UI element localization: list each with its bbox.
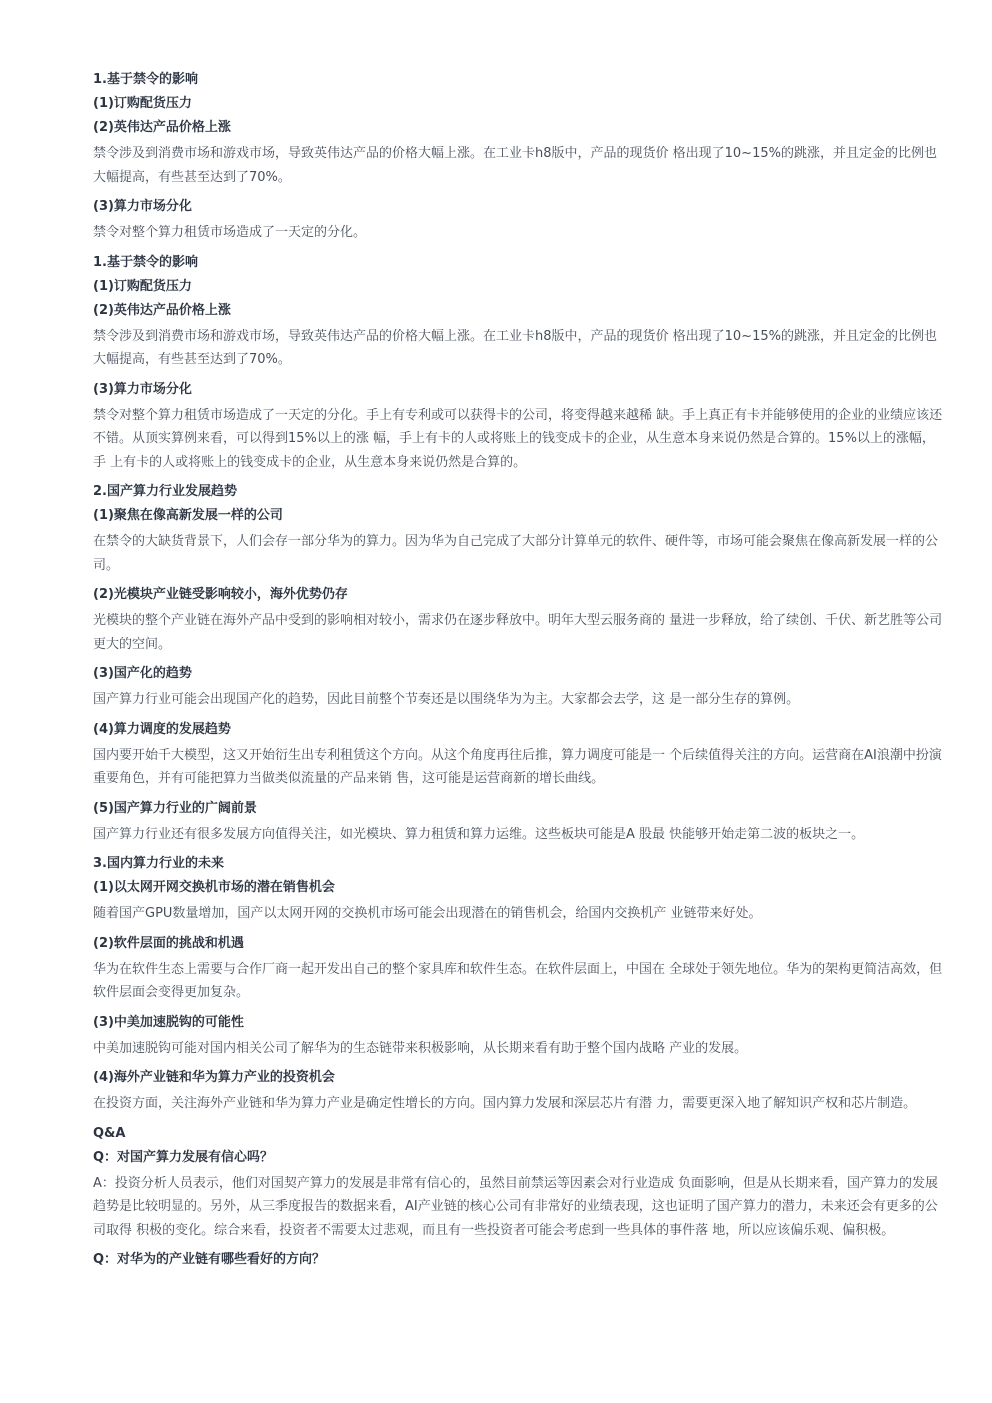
heading-sub-3: (3)算力市场分化 bbox=[93, 199, 192, 214]
paragraph: 在投资方面，关注海外产业链和华为算力产业是确定性增长的方向。国内算力发展和深层芯片有潜 力，需要更深入地了解知识产权和芯片制造。 bbox=[93, 1096, 917, 1111]
heading-sub-4: (4)海外产业链和华为算力产业的投资机会 bbox=[93, 1070, 335, 1085]
paragraph: 禁令对整个算力租赁市场造成了一天定的分化。手上有专利或可以获得卡的公司，将变得越来越稀 缺。手上真正有卡并能够使用的企业的业绩应该还不错。从顶实算例来看，可以得到15%以上的涨 幅，手上有卡的人或将账上的钱变成卡的企业，从生意本身来说仍然是合算的。15%以上的涨幅，手 上有卡的人或将账上的钱变成卡的企业，从生意本身来说仍然是合算的。 bbox=[93, 407, 943, 470]
heading-sub-4: (4)算力调度的发展趋势 bbox=[93, 721, 231, 737]
paragraph: 禁令涉及到消费市场和游戏市场，导致英伟达产品的价格大幅上涨。在工业卡h8版中，产品的现货价 格出现了10~15%的跳涨，并且定金的比例也大幅提高，有些甚至达到了70%。 bbox=[93, 328, 937, 367]
paragraph: 国产算力行业可能会出现国产化的趋势，因此目前整个节奏还是以围绕华为为主。大家都会去学，这 是一部分生存的算例。 bbox=[93, 692, 800, 707]
heading-section-1: 1.基于禁令的影响 bbox=[93, 72, 198, 87]
paragraph: 国内要开始千大模型，这又开始衍生出专利租赁这个方向。从这个角度再往后推，算力调度可能是一 个后续值得关注的方向。运营商在AI浪潮中扮演重要角色，并有可能把算力当做类似流量的产品来销 售，这可能是运营商新的增长曲线。 bbox=[93, 747, 942, 786]
document-body bbox=[93, 70, 945, 1274]
heading-sub-2: (2)英伟达产品价格上涨 bbox=[93, 120, 231, 135]
heading-sub-1: (1)聚焦在像高新发展一样的公司 bbox=[93, 508, 283, 523]
heading-section-2: 2.国产算力行业发展趋势 bbox=[93, 484, 237, 499]
paragraph: 禁令对整个算力租赁市场造成了一天定的分化。 bbox=[93, 225, 367, 240]
heading-section-3: 3.国内算力行业的未来 bbox=[93, 856, 224, 871]
paragraph: 华为在软件生态上需要与合作厂商一起开发出自己的整个家具库和软件生态。在软件层面上，中国在 全球处于领先地位。华为的架构更简洁高效，但软件层面会变得更加复杂。 bbox=[93, 961, 943, 1000]
paragraph: 随着国产GPU数量增加，国产以太网开网的交换机市场可能会出现潜在的销售机会，给国内交换机产 业链带来好处。 bbox=[93, 906, 762, 921]
heading-sub-5: (5)国产算力行业的广阔前景 bbox=[93, 800, 257, 816]
paragraph: 在禁令的大缺货背景下，人们会存一部分华为的算力。因为华为自己完成了大部分计算单元的软件、硬件等，市场可能会聚焦在像高新发展一样的公司。 bbox=[93, 534, 939, 573]
heading-sub-3: (3)国产化的趋势 bbox=[93, 666, 192, 681]
heading-sub-2: (2)英伟达产品价格上涨 bbox=[93, 302, 231, 318]
question: Q：对华为的产业链有哪些看好的方向？ bbox=[93, 1252, 326, 1267]
paragraph: 中美加速脱钩可能对国内相关公司了解华为的生态链带来积极影响，从长期来看有助于整个国内战略 产业的发展。 bbox=[93, 1040, 748, 1056]
paragraph: 禁令涉及到消费市场和游戏市场，导致英伟达产品的价格大幅上涨。在工业卡h8版中，产品的现货价 格出现了10~15%的跳涨，并且定金的比例也大幅提高，有些甚至达到了70%。 bbox=[93, 146, 937, 185]
question: Q：对国产算力发展有信心吗？ bbox=[93, 1149, 274, 1165]
paragraph: 国产算力行业还有很多发展方向值得关注，如光模块、算力租赁和算力运维。这些板块可能是A 股最 快能够开始走第二波的板块之一。 bbox=[93, 826, 865, 842]
heading-sub-3: (3)中美加速脱钩的可能性 bbox=[93, 1014, 244, 1030]
heading-qa: Q&A bbox=[93, 1125, 126, 1141]
heading-sub-3: (3)算力市场分化 bbox=[93, 381, 192, 397]
heading-sub-2: (2)光模块产业链受影响较小，海外优势仍存 bbox=[93, 587, 348, 602]
heading-sub-1: (1)订购配货压力 bbox=[93, 278, 192, 294]
answer: A：投资分析人员表示，他们对国契产算力的发展是非常有信心的，虽然目前禁运等因素会对行业造成 负面影响，但是从长期来看，国产算力的发展趋势是比较明显的。另外，从三季度报告的数据来看，AI产业链的核心公司有非常好的业绩表现，这也证明了国产算力的潜力，未来还会有更多的公司取得 积极的变化。综合来看，投资者不需要太过悲观，而且有一些投资者可能会考虑到一些具体的事件落 地，所以应该偏乐观、偏积极。 bbox=[93, 1175, 939, 1238]
heading-section-1-repeat: 1.基于禁令的影响 bbox=[93, 254, 198, 270]
paragraph: 光模块的整个产业链在海外产品中受到的影响相对较小，需求仍在逐步释放中。明年大型云服务商的 量进一步释放，给了续创、千伏、新艺胜等公司更大的空间。 bbox=[93, 613, 943, 652]
heading-sub-2: (2)软件层面的挑战和机遇 bbox=[93, 935, 244, 951]
heading-sub-1: (1)订购配货压力 bbox=[93, 96, 192, 111]
heading-sub-1: (1)以太网开网交换机市场的潜在销售机会 bbox=[93, 880, 335, 895]
